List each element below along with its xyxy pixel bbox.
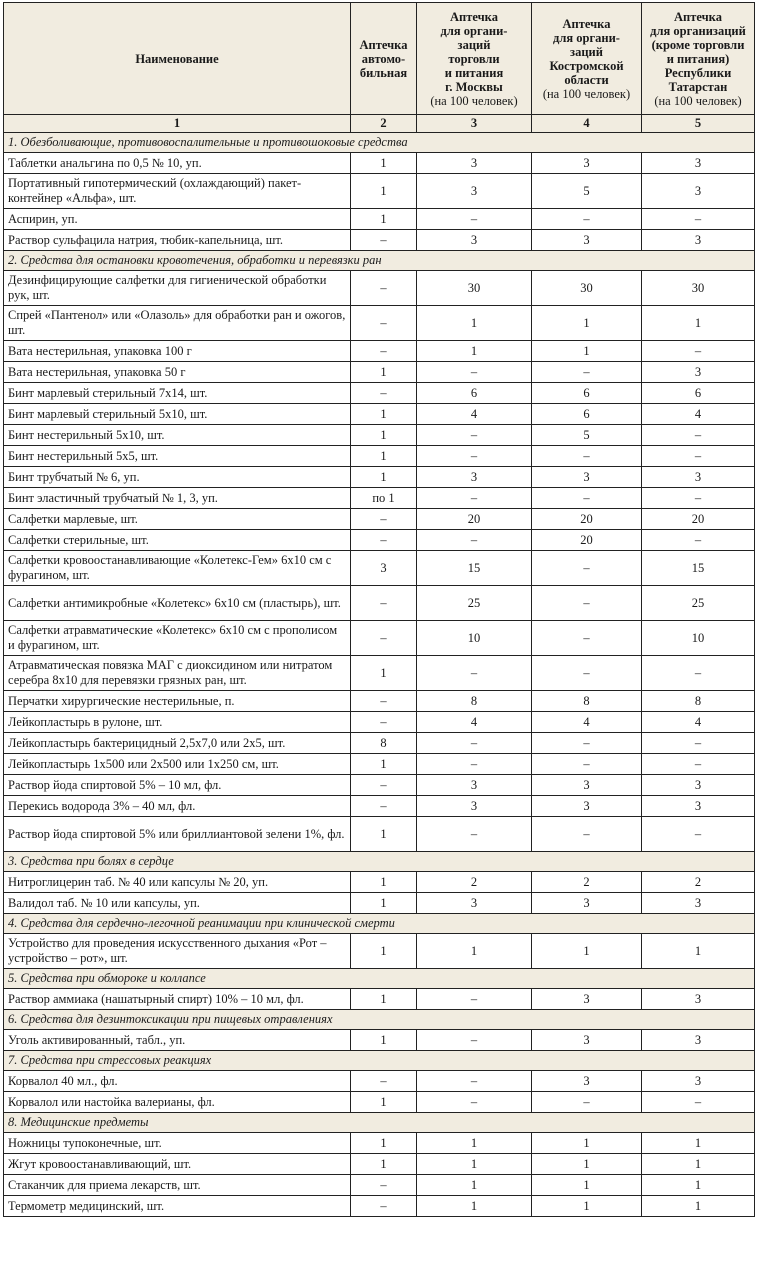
- section-label: 4. Средства для сердечно-легочной реанимации при клинической смерти: [4, 914, 755, 934]
- item-quantity-c3: 1: [417, 341, 532, 362]
- item-quantity-c2: 1: [351, 656, 417, 691]
- item-quantity-c5: 4: [642, 712, 755, 733]
- item-quantity-c3: 4: [417, 712, 532, 733]
- item-quantity-c5: 3: [642, 1030, 755, 1051]
- item-quantity-c4: –: [532, 1092, 642, 1113]
- item-name: Бинт марлевый стерильный 7х14, шт.: [4, 383, 351, 404]
- table-row: [4, 174, 755, 209]
- section-row: [4, 969, 755, 989]
- item-name: Уголь активированный, табл., уп.: [4, 1030, 351, 1051]
- table-row: [4, 230, 755, 251]
- item-quantity-c2: –: [351, 1196, 417, 1217]
- table-row: [4, 425, 755, 446]
- item-quantity-c3: –: [417, 754, 532, 775]
- item-quantity-c3: 1: [417, 1133, 532, 1154]
- item-quantity-c5: 6: [642, 383, 755, 404]
- item-quantity-c5: 3: [642, 230, 755, 251]
- item-quantity-c2: 1: [351, 153, 417, 174]
- header-col3: Аптечка для органи- заций торговли и питания г. Москвы (на 100 человек): [417, 3, 532, 115]
- table-row: [4, 775, 755, 796]
- item-name: Салфетки стерильные, шт.: [4, 530, 351, 551]
- item-quantity-c2: –: [351, 509, 417, 530]
- item-quantity-c4: –: [532, 621, 642, 656]
- item-quantity-c5: 3: [642, 775, 755, 796]
- item-name: Бинт эластичный трубчатый № 1, 3, уп.: [4, 488, 351, 509]
- item-quantity-c3: 3: [417, 153, 532, 174]
- item-quantity-c3: 3: [417, 796, 532, 817]
- first-aid-kit-table: [3, 2, 755, 1217]
- item-quantity-c2: –: [351, 383, 417, 404]
- item-quantity-c5: –: [642, 341, 755, 362]
- item-quantity-c4: 6: [532, 383, 642, 404]
- header-name: Наименование: [4, 3, 351, 115]
- item-quantity-c5: –: [642, 733, 755, 754]
- item-name: Дезинфицирующие салфетки для гигиенической обработки рук, шт.: [4, 271, 351, 306]
- table-body: [4, 133, 755, 1217]
- table-row: [4, 817, 755, 852]
- item-quantity-c3: 1: [417, 934, 532, 969]
- item-quantity-c3: 20: [417, 509, 532, 530]
- item-quantity-c3: 8: [417, 691, 532, 712]
- section-label: 1. Обезболивающие, противовоспалительные и противошоковые средства: [4, 133, 755, 153]
- item-name: Корвалол или настойка валерианы, фл.: [4, 1092, 351, 1113]
- table-row: [4, 934, 755, 969]
- table-row: [4, 1133, 755, 1154]
- item-name: Стаканчик для приема лекарств, шт.: [4, 1175, 351, 1196]
- table-row: [4, 656, 755, 691]
- item-quantity-c2: 1: [351, 1030, 417, 1051]
- item-quantity-c2: –: [351, 691, 417, 712]
- item-quantity-c2: 1: [351, 817, 417, 852]
- item-quantity-c5: –: [642, 754, 755, 775]
- table-row: [4, 1175, 755, 1196]
- item-name: Перекись водорода 3% – 40 мл, фл.: [4, 796, 351, 817]
- item-quantity-c3: –: [417, 362, 532, 383]
- item-quantity-c4: 20: [532, 530, 642, 551]
- item-quantity-c2: 1: [351, 754, 417, 775]
- item-quantity-c2: –: [351, 586, 417, 621]
- table-row: [4, 271, 755, 306]
- item-quantity-c2: –: [351, 306, 417, 341]
- item-quantity-c5: 1: [642, 1175, 755, 1196]
- item-quantity-c2: 1: [351, 893, 417, 914]
- item-name: Вата нестерильная, упаковка 100 г: [4, 341, 351, 362]
- item-quantity-c4: 3: [532, 775, 642, 796]
- item-quantity-c4: 1: [532, 1196, 642, 1217]
- table-row: [4, 341, 755, 362]
- item-name: Лейкопластырь бактерицидный 2,5х7,0 или 2х5, шт.: [4, 733, 351, 754]
- table-row: [4, 530, 755, 551]
- item-quantity-c5: 1: [642, 934, 755, 969]
- item-quantity-c2: 3: [351, 551, 417, 586]
- item-quantity-c4: 5: [532, 425, 642, 446]
- table-row: [4, 404, 755, 425]
- table-row: [4, 209, 755, 230]
- item-name: Лейкопластырь в рулоне, шт.: [4, 712, 351, 733]
- item-quantity-c2: –: [351, 775, 417, 796]
- section-label: 6. Средства для дезинтоксикации при пищевых отравлениях: [4, 1010, 755, 1030]
- item-quantity-c5: 25: [642, 586, 755, 621]
- item-quantity-c3: 1: [417, 306, 532, 341]
- table-row: [4, 691, 755, 712]
- item-quantity-c5: 8: [642, 691, 755, 712]
- item-name: Раствор сульфацила натрия, тюбик-капельница, шт.: [4, 230, 351, 251]
- item-quantity-c5: –: [642, 817, 755, 852]
- item-quantity-c3: 30: [417, 271, 532, 306]
- section-row: [4, 852, 755, 872]
- table-row: [4, 989, 755, 1010]
- item-quantity-c5: 2: [642, 872, 755, 893]
- item-name: Ножницы тупоконечные, шт.: [4, 1133, 351, 1154]
- item-quantity-c5: –: [642, 425, 755, 446]
- item-name: Салфетки атравматические «Колетекс» 6х10 см с прополисом и фурагином, шт.: [4, 621, 351, 656]
- item-quantity-c5: 3: [642, 467, 755, 488]
- item-name: Вата нестерильная, упаковка 50 г: [4, 362, 351, 383]
- item-quantity-c4: –: [532, 586, 642, 621]
- column-number: 3: [417, 115, 532, 133]
- item-quantity-c5: 4: [642, 404, 755, 425]
- item-quantity-c2: 1: [351, 1154, 417, 1175]
- item-quantity-c4: 1: [532, 934, 642, 969]
- item-quantity-c2: –: [351, 712, 417, 733]
- item-quantity-c2: 8: [351, 733, 417, 754]
- item-quantity-c5: 3: [642, 174, 755, 209]
- item-quantity-c4: 3: [532, 989, 642, 1010]
- section-row: [4, 251, 755, 271]
- item-quantity-c4: 3: [532, 796, 642, 817]
- table-row: [4, 509, 755, 530]
- item-quantity-c5: 3: [642, 989, 755, 1010]
- item-quantity-c2: –: [351, 530, 417, 551]
- item-quantity-c3: 10: [417, 621, 532, 656]
- item-quantity-c4: 2: [532, 872, 642, 893]
- table-row: [4, 362, 755, 383]
- item-quantity-c2: 1: [351, 872, 417, 893]
- section-row: [4, 914, 755, 934]
- table-row: [4, 153, 755, 174]
- item-quantity-c2: –: [351, 796, 417, 817]
- item-quantity-c4: 1: [532, 1133, 642, 1154]
- item-name: Бинт нестерильный 5х10, шт.: [4, 425, 351, 446]
- table-row: [4, 306, 755, 341]
- column-number: 1: [4, 115, 351, 133]
- item-quantity-c5: 1: [642, 1133, 755, 1154]
- item-name: Раствор йода спиртовой 5% – 10 мл, фл.: [4, 775, 351, 796]
- item-quantity-c2: –: [351, 621, 417, 656]
- item-name: Атравматическая повязка МАГ с диоксидином или нитратом серебра 8х10 для перевязки грязных ран, шт.: [4, 656, 351, 691]
- item-quantity-c4: –: [532, 817, 642, 852]
- header-col5: Аптечка для организаций (кроме торговли и питания) Республики Татарстан (на 100 человек): [642, 3, 755, 115]
- item-quantity-c4: 30: [532, 271, 642, 306]
- item-quantity-c4: –: [532, 733, 642, 754]
- item-quantity-c3: 3: [417, 467, 532, 488]
- item-quantity-c4: 1: [532, 1175, 642, 1196]
- item-name: Салфетки кровоостанавливающие «Колетекс-Гем» 6х10 см с фурагином, шт.: [4, 551, 351, 586]
- item-name: Таблетки анальгина по 0,5 № 10, уп.: [4, 153, 351, 174]
- item-quantity-c3: –: [417, 209, 532, 230]
- item-quantity-c2: по 1: [351, 488, 417, 509]
- item-quantity-c5: 15: [642, 551, 755, 586]
- item-quantity-c5: 3: [642, 153, 755, 174]
- column-number: 2: [351, 115, 417, 133]
- table-row: [4, 872, 755, 893]
- item-quantity-c4: 1: [532, 306, 642, 341]
- item-quantity-c4: –: [532, 446, 642, 467]
- item-quantity-c4: –: [532, 362, 642, 383]
- item-quantity-c5: 1: [642, 1196, 755, 1217]
- item-quantity-c2: 1: [351, 404, 417, 425]
- item-quantity-c5: 3: [642, 796, 755, 817]
- item-quantity-c3: 1: [417, 1154, 532, 1175]
- table-row: [4, 467, 755, 488]
- table-row: [4, 446, 755, 467]
- section-row: [4, 1113, 755, 1133]
- item-quantity-c4: 1: [532, 341, 642, 362]
- section-label: 5. Средства при обмороке и коллапсе: [4, 969, 755, 989]
- item-quantity-c3: –: [417, 446, 532, 467]
- item-quantity-c2: –: [351, 1175, 417, 1196]
- header-col4: Аптечка для органи- заций Костромской области (на 100 человек): [532, 3, 642, 115]
- item-quantity-c4: 3: [532, 230, 642, 251]
- item-quantity-c3: –: [417, 733, 532, 754]
- item-quantity-c3: 2: [417, 872, 532, 893]
- column-number: 5: [642, 115, 755, 133]
- item-quantity-c3: 3: [417, 230, 532, 251]
- item-quantity-c3: –: [417, 488, 532, 509]
- item-quantity-c5: –: [642, 488, 755, 509]
- item-name: Портативный гипотермический (охлаждающий) пакет-контейнер «Альфа», шт.: [4, 174, 351, 209]
- item-quantity-c3: 25: [417, 586, 532, 621]
- item-quantity-c2: –: [351, 271, 417, 306]
- section-row: [4, 1010, 755, 1030]
- section-row: [4, 1051, 755, 1071]
- item-quantity-c4: 4: [532, 712, 642, 733]
- item-quantity-c4: 20: [532, 509, 642, 530]
- item-quantity-c2: 1: [351, 467, 417, 488]
- item-quantity-c2: 1: [351, 989, 417, 1010]
- item-name: Раствор йода спиртовой 5% или бриллиантовой зелени 1%, фл.: [4, 817, 351, 852]
- item-quantity-c2: 1: [351, 362, 417, 383]
- item-name: Нитроглицерин таб. № 40 или капсулы № 20, уп.: [4, 872, 351, 893]
- item-quantity-c4: 3: [532, 1030, 642, 1051]
- item-quantity-c3: 6: [417, 383, 532, 404]
- item-quantity-c3: –: [417, 656, 532, 691]
- item-quantity-c4: 3: [532, 467, 642, 488]
- item-name: Термометр медицинский, шт.: [4, 1196, 351, 1217]
- item-quantity-c5: 1: [642, 306, 755, 341]
- table-row: [4, 733, 755, 754]
- item-name: Бинт нестерильный 5х5, шт.: [4, 446, 351, 467]
- item-name: Бинт трубчатый № 6, уп.: [4, 467, 351, 488]
- item-quantity-c3: 15: [417, 551, 532, 586]
- item-name: Перчатки хирургические нестерильные, п.: [4, 691, 351, 712]
- item-quantity-c4: 8: [532, 691, 642, 712]
- table-row: [4, 1196, 755, 1217]
- section-label: 7. Средства при стрессовых реакциях: [4, 1051, 755, 1071]
- item-quantity-c5: –: [642, 530, 755, 551]
- item-quantity-c3: 3: [417, 893, 532, 914]
- item-name: Раствор аммиака (нашатырный спирт) 10% – 10 мл, фл.: [4, 989, 351, 1010]
- table-row: [4, 1154, 755, 1175]
- table-row: [4, 551, 755, 586]
- item-quantity-c4: 6: [532, 404, 642, 425]
- item-quantity-c3: –: [417, 1092, 532, 1113]
- item-quantity-c5: 20: [642, 509, 755, 530]
- column-number-row: [4, 115, 755, 133]
- item-quantity-c3: –: [417, 989, 532, 1010]
- item-quantity-c2: 1: [351, 1133, 417, 1154]
- item-quantity-c4: 1: [532, 1154, 642, 1175]
- item-quantity-c3: 1: [417, 1196, 532, 1217]
- item-name: Аспирин, уп.: [4, 209, 351, 230]
- item-quantity-c2: 1: [351, 174, 417, 209]
- section-label: 3. Средства при болях в сердце: [4, 852, 755, 872]
- item-quantity-c2: 1: [351, 209, 417, 230]
- item-quantity-c4: –: [532, 209, 642, 230]
- item-quantity-c4: –: [532, 488, 642, 509]
- item-quantity-c5: –: [642, 1092, 755, 1113]
- item-quantity-c5: 10: [642, 621, 755, 656]
- table-row: [4, 796, 755, 817]
- item-quantity-c5: 3: [642, 893, 755, 914]
- section-label: 8. Медицинские предметы: [4, 1113, 755, 1133]
- item-name: Жгут кровоостанавливающий, шт.: [4, 1154, 351, 1175]
- item-quantity-c3: –: [417, 817, 532, 852]
- table-row: [4, 754, 755, 775]
- item-name: Салфетки антимикробные «Колетекс» 6х10 см (пластырь), шт.: [4, 586, 351, 621]
- item-quantity-c4: 5: [532, 174, 642, 209]
- item-name: Лейкопластырь 1х500 или 2х500 или 1х250 см, шт.: [4, 754, 351, 775]
- item-quantity-c3: –: [417, 530, 532, 551]
- table-row: [4, 712, 755, 733]
- item-quantity-c5: –: [642, 656, 755, 691]
- item-quantity-c5: 30: [642, 271, 755, 306]
- item-quantity-c4: 3: [532, 153, 642, 174]
- item-quantity-c5: –: [642, 446, 755, 467]
- table-row: [4, 893, 755, 914]
- item-name: Спрей «Пантенол» или «Олазоль» для обработки ран и ожогов, шт.: [4, 306, 351, 341]
- item-quantity-c5: –: [642, 209, 755, 230]
- table-row: [4, 488, 755, 509]
- item-quantity-c4: –: [532, 656, 642, 691]
- item-quantity-c2: 1: [351, 1092, 417, 1113]
- item-quantity-c2: –: [351, 230, 417, 251]
- item-quantity-c2: 1: [351, 934, 417, 969]
- section-row: [4, 133, 755, 153]
- item-quantity-c3: –: [417, 1030, 532, 1051]
- item-name: Устройство для проведения искусственного дыхания «Рот – устройство – рот», шт.: [4, 934, 351, 969]
- item-name: Корвалол 40 мл., фл.: [4, 1071, 351, 1092]
- table-row: [4, 586, 755, 621]
- item-quantity-c5: 3: [642, 1071, 755, 1092]
- item-quantity-c3: 3: [417, 174, 532, 209]
- item-quantity-c4: 3: [532, 1071, 642, 1092]
- item-name: Бинт марлевый стерильный 5х10, шт.: [4, 404, 351, 425]
- item-name: Салфетки марлевые, шт.: [4, 509, 351, 530]
- item-quantity-c2: 1: [351, 425, 417, 446]
- item-quantity-c3: 3: [417, 775, 532, 796]
- item-quantity-c5: 3: [642, 362, 755, 383]
- table-row: [4, 621, 755, 656]
- column-number: 4: [532, 115, 642, 133]
- item-quantity-c3: 4: [417, 404, 532, 425]
- item-quantity-c3: –: [417, 425, 532, 446]
- table-row: [4, 383, 755, 404]
- item-quantity-c2: 1: [351, 446, 417, 467]
- item-quantity-c2: –: [351, 341, 417, 362]
- header-row: [4, 3, 755, 115]
- item-quantity-c3: 1: [417, 1175, 532, 1196]
- item-quantity-c4: –: [532, 754, 642, 775]
- item-quantity-c4: –: [532, 551, 642, 586]
- item-quantity-c2: –: [351, 1071, 417, 1092]
- section-label: 2. Средства для остановки кровотечения, обработки и перевязки ран: [4, 251, 755, 271]
- table-row: [4, 1092, 755, 1113]
- item-quantity-c3: –: [417, 1071, 532, 1092]
- item-name: Валидол таб. № 10 или капсулы, уп.: [4, 893, 351, 914]
- table-row: [4, 1071, 755, 1092]
- header-col2: Аптечка автомо- бильная: [351, 3, 417, 115]
- table-row: [4, 1030, 755, 1051]
- item-quantity-c4: 3: [532, 893, 642, 914]
- item-quantity-c5: 1: [642, 1154, 755, 1175]
